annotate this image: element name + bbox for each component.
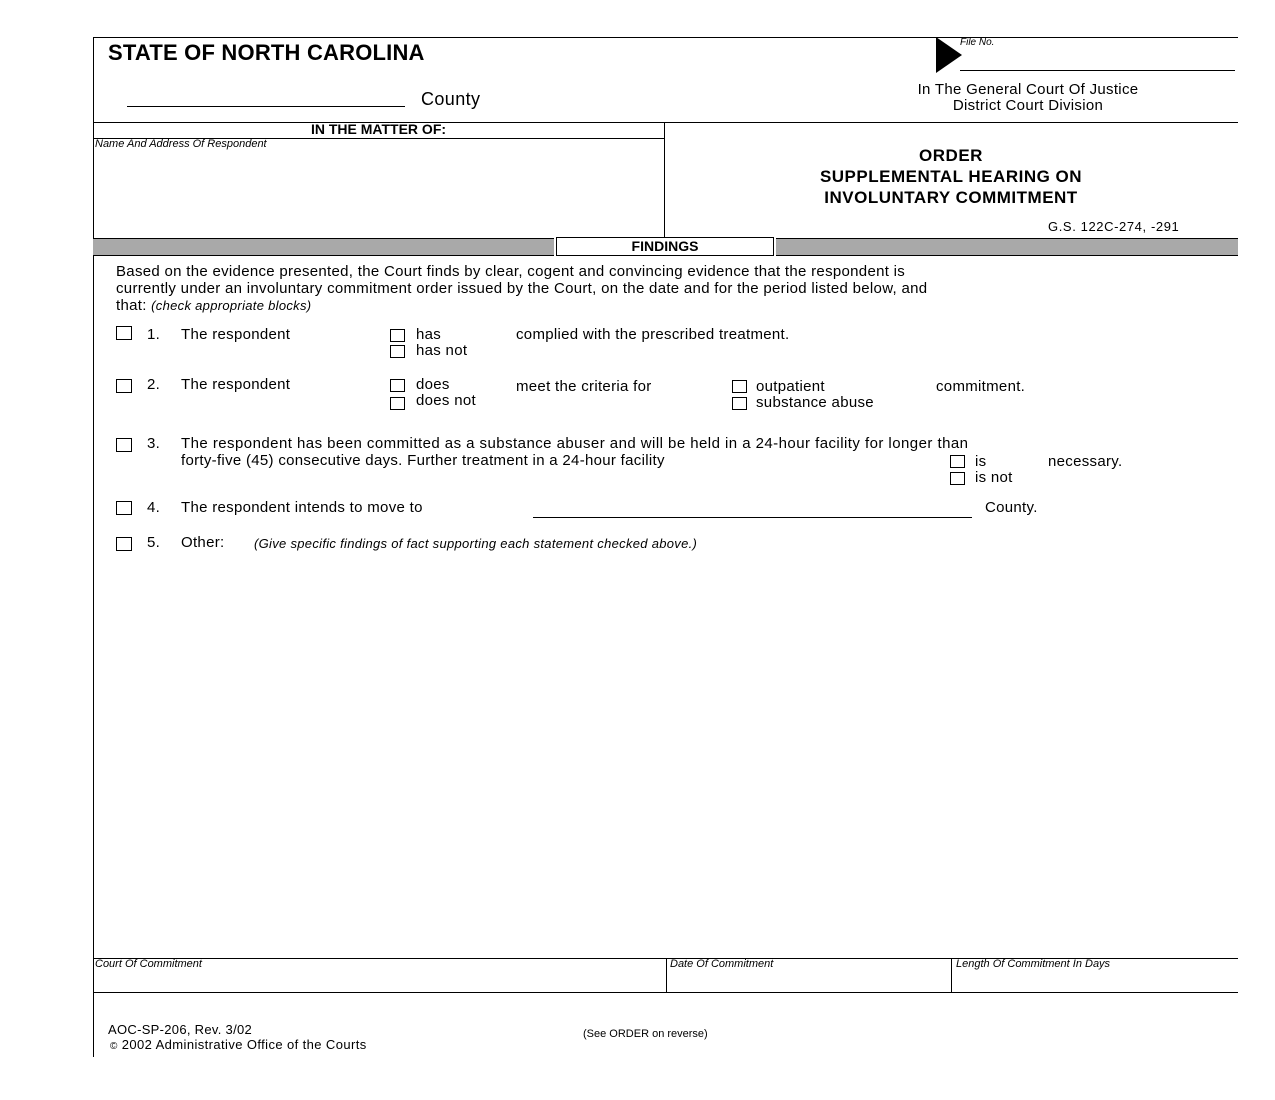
item-1-number: 1. — [147, 326, 161, 343]
length-of-commitment-field[interactable] — [954, 972, 1236, 991]
item-2-middle: meet the criteria for — [516, 378, 652, 395]
copyright — [110, 1037, 367, 1052]
item-5-number: 5. — [147, 534, 161, 551]
matter-heading: IN THE MATTER OF: — [310, 121, 447, 137]
intro-line-2: currently under an involuntary commitment order issued by the Court, on the date and for the period listed below, and — [116, 280, 928, 297]
item-2-outpatient-label: outpatient — [756, 378, 825, 395]
item-1-has-checkbox[interactable] — [390, 329, 405, 342]
statute-reference: G.S. 122C-274, -291 — [1048, 219, 1180, 234]
item-3-number: 3. — [147, 435, 161, 452]
item-3-line-2: forty-five (45) consecutive days. Further treatment in a 24-hour facility — [181, 452, 665, 469]
court-line-1: In The General Court Of Justice — [917, 81, 1139, 98]
date-of-commitment-label: Date Of Commitment — [670, 958, 774, 970]
item-4-checkbox[interactable] — [116, 501, 132, 515]
length-of-commitment-label: Length Of Commitment In Days — [956, 958, 1111, 970]
item-5-note: (Give specific findings of fact supporting each statement checked above.) — [254, 536, 698, 551]
see-reverse-note: (See ORDER on reverse) — [583, 1028, 708, 1040]
item-2-number: 2. — [147, 376, 161, 393]
item-2-does-label: does — [416, 376, 450, 393]
footer-divider-2 — [951, 958, 952, 993]
item-5-text: Other: — [181, 534, 225, 551]
item-1-text: The respondent — [181, 326, 291, 343]
item-2-text: The respondent — [181, 376, 291, 393]
form-id: AOC-SP-206, Rev. 3/02 — [108, 1022, 253, 1037]
intro-line-1: Based on the evidence presented, the Court finds by clear, cogent and convincing evidence that the respondent is — [116, 263, 906, 280]
item-1-checkbox[interactable] — [116, 326, 132, 340]
file-no-label: File No. — [960, 37, 995, 48]
item-5-checkbox[interactable] — [116, 537, 132, 551]
item-4-number: 4. — [147, 499, 161, 516]
item-3-is-not-checkbox[interactable] — [950, 472, 965, 485]
court-line-2: District Court Division — [952, 97, 1104, 114]
item-3-is-label: is — [975, 453, 987, 470]
intro-note: (check appropriate blocks) — [151, 298, 312, 313]
item-4-county-field[interactable] — [533, 517, 972, 518]
title-line-2: SUPPLEMENTAL HEARING ON — [819, 167, 1083, 186]
findings-bar-left — [93, 238, 554, 256]
court-of-commitment-label: Court Of Commitment — [95, 958, 202, 970]
findings-heading: FINDINGS — [556, 237, 774, 256]
file-no-field[interactable] — [960, 70, 1235, 71]
intro-that: that: — [116, 297, 147, 314]
item-2-does-not-checkbox[interactable] — [390, 397, 405, 410]
other-findings-area[interactable] — [110, 560, 1230, 950]
item-4-tail: County. — [985, 499, 1038, 516]
title-line-3: INVOLUNTARY COMMITMENT — [824, 188, 1078, 207]
county-field[interactable] — [127, 106, 405, 107]
item-2-checkbox[interactable] — [116, 379, 132, 393]
item-3-is-not-label: is not — [975, 469, 1013, 486]
item-1-has-not-label: has not — [416, 342, 468, 359]
findings-bar-right — [776, 238, 1238, 256]
court-of-commitment-field[interactable] — [95, 972, 663, 991]
intro-line-3 — [116, 297, 311, 314]
item-2-outpatient-checkbox[interactable] — [732, 380, 747, 393]
left-border — [93, 37, 94, 1057]
top-border — [93, 37, 1238, 38]
item-2-does-not-label: does not — [416, 392, 476, 409]
item-2-substance-abuse-checkbox[interactable] — [732, 397, 747, 410]
respondent-label: Name And Address Of Respondent — [95, 138, 267, 150]
respondent-field[interactable] — [95, 152, 660, 234]
item-1-has-label: has — [416, 326, 442, 343]
item-3-checkbox[interactable] — [116, 438, 132, 452]
date-of-commitment-field[interactable] — [669, 972, 949, 991]
file-no-arrow-icon — [936, 37, 962, 73]
state-title: STATE OF NORTH CAROLINA — [108, 40, 425, 65]
item-2-does-checkbox[interactable] — [390, 379, 405, 392]
footer-divider-1 — [666, 958, 667, 993]
item-3-tail: necessary. — [1048, 453, 1123, 470]
item-1-has-not-checkbox[interactable] — [390, 345, 405, 358]
item-2-substance-abuse-label: substance abuse — [756, 394, 874, 411]
county-label: County — [421, 89, 481, 109]
title-line-1: ORDER — [919, 146, 983, 165]
item-1-tail: complied with the prescribed treatment. — [516, 326, 790, 343]
item-3-is-checkbox[interactable] — [950, 455, 965, 468]
copyright-text: 2002 Administrative Office of the Courts — [121, 1037, 367, 1052]
copyright-symbol: © — [110, 1041, 118, 1052]
item-4-text: The respondent intends to move to — [181, 499, 423, 516]
item-3-line-1: The respondent has been committed as a substance abuser and will be held in a 24-hour facility for longer than — [181, 435, 969, 452]
item-2-tail: commitment. — [936, 378, 1026, 395]
